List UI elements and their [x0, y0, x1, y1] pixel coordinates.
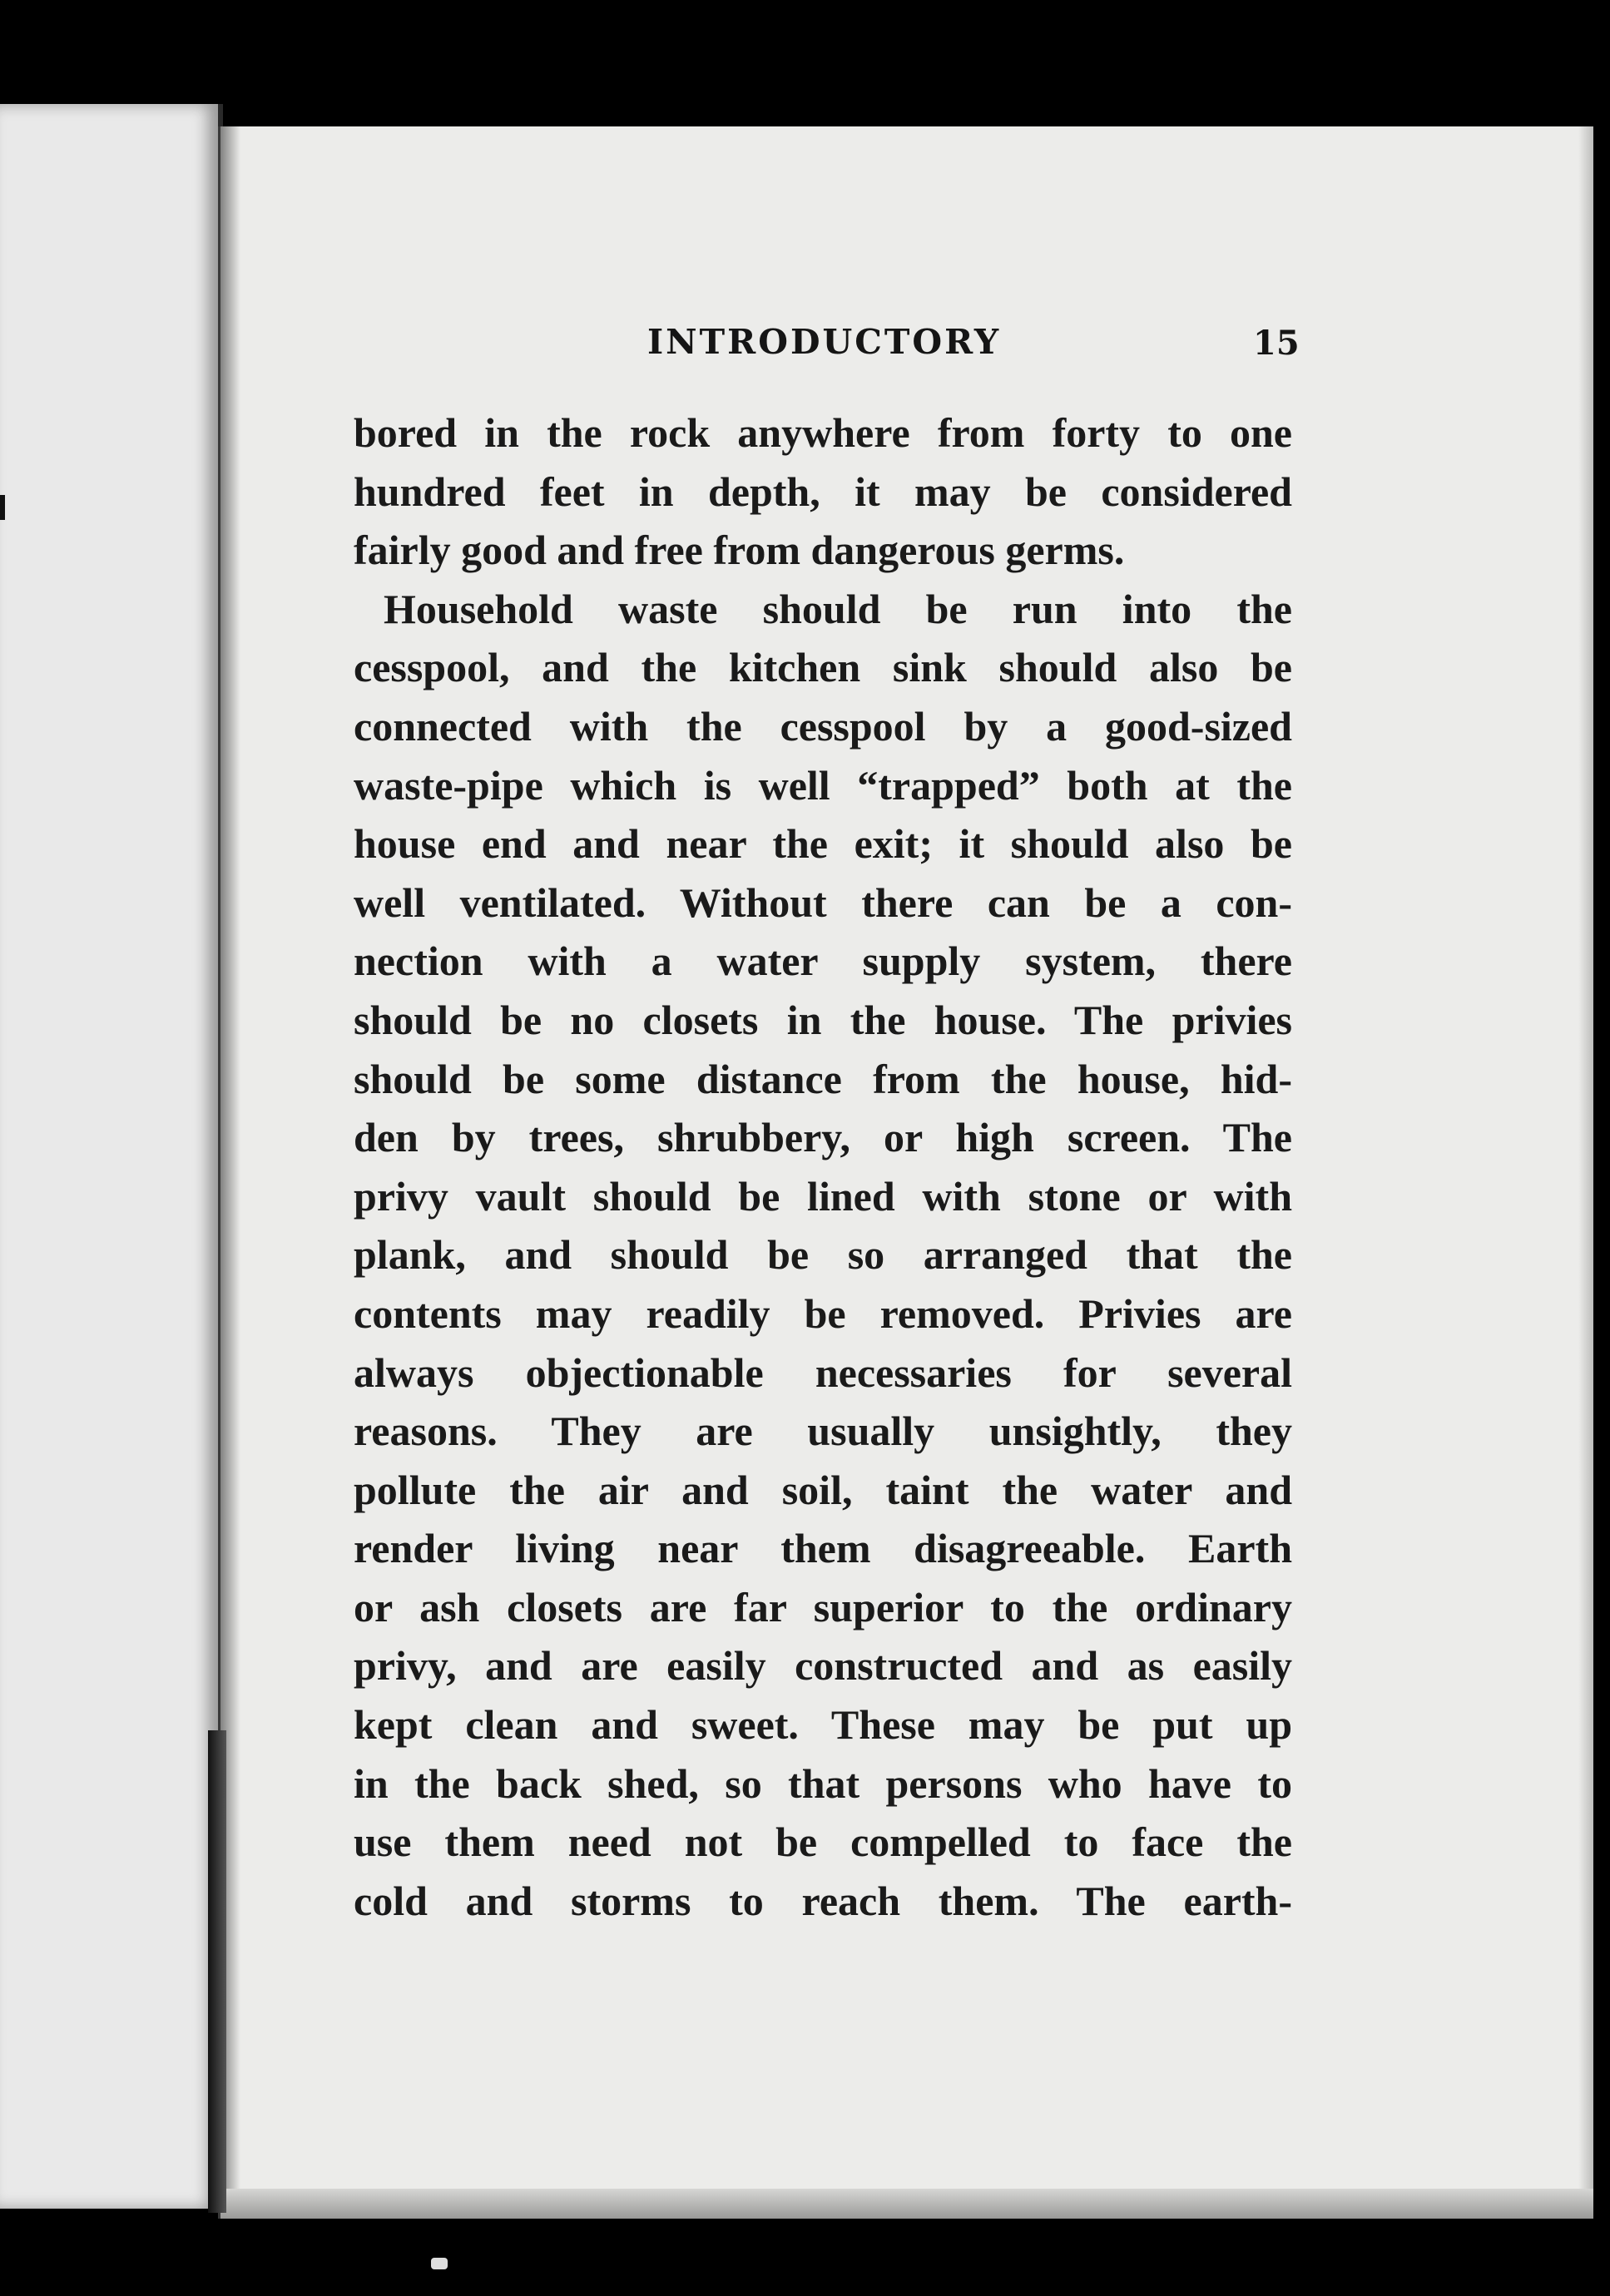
page-right-edge: [1578, 126, 1593, 2219]
text-line: should be some distance from the house, hid-: [354, 1055, 1292, 1102]
page-bottom-edge: [220, 2189, 1593, 2219]
text-line: well ventilated. Without there can be a con-: [354, 878, 1292, 926]
text-line: waste-pipe which is well “trapped” both at the: [354, 761, 1292, 809]
text-line: fairly good and free from dangerous germs.: [354, 527, 1125, 574]
text-line: always objectionable necessaries for several: [354, 1348, 1292, 1396]
text-line: plank, and should be so arranged that the: [354, 1231, 1292, 1279]
text-line: reasons. They are usually unsightly, they: [354, 1408, 1292, 1455]
page-number: 15: [1253, 324, 1300, 363]
text-line: kept clean and sweet. These may be put up: [354, 1701, 1292, 1749]
text-line: or ash closets are far superior to the ordinary: [354, 1583, 1292, 1630]
facing-page-mark: [0, 495, 5, 520]
text-line: nection with a water supply system, there: [354, 938, 1292, 985]
text-line: contents may readily be removed. Privies are: [354, 1289, 1292, 1337]
text-line: cesspool, and the kitchen sink should also be: [354, 644, 1292, 691]
facing-page-left: [0, 104, 223, 2209]
text-line: should be no closets in the house. The privies: [354, 996, 1292, 1043]
scan-speck: [431, 2258, 448, 2269]
text-line: use them need not be compelled to face the: [354, 1818, 1292, 1866]
text-line: hundred feet in depth, it may be considered: [354, 468, 1292, 515]
text-line: bored in the rock anywhere from forty to one: [354, 409, 1292, 456]
text-line: pollute the air and soil, taint the water and: [354, 1466, 1292, 1513]
page-header: [647, 322, 1300, 372]
text-line: house end and near the exit; it should also be: [354, 820, 1292, 868]
text-line: den by trees, shrubbery, or high screen. The: [354, 1114, 1292, 1161]
body-text: [354, 403, 1292, 1930]
text-line: cold and storms to reach them. The earth-: [354, 1877, 1292, 1924]
binding-edge: [208, 1730, 226, 2213]
running-head: INTRODUCTORY: [647, 322, 1002, 362]
text-line: connected with the cesspool by a good-sized: [354, 702, 1292, 750]
text-line: privy vault should be lined with stone or with: [354, 1172, 1292, 1220]
text-line: in the back shed, so that persons who have to: [354, 1759, 1292, 1807]
text-line: Household waste should be run into the: [384, 585, 1292, 632]
text-line: render living near them disagreeable. Earth: [354, 1525, 1292, 1572]
text-line: privy, and are easily constructed and as easily: [354, 1642, 1292, 1690]
